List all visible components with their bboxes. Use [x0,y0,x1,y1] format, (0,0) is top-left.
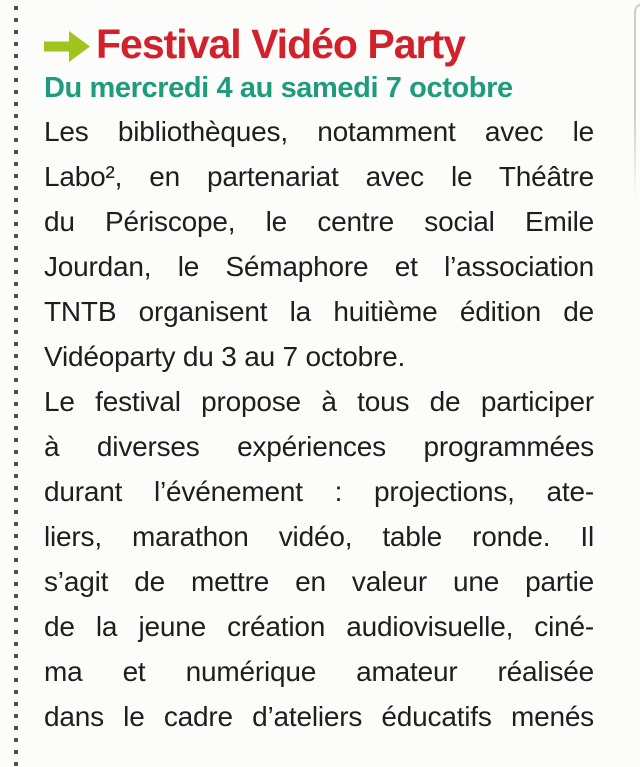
body-text-line: dans le cadre d’ateliers éducatifs menés [44,701,594,732]
body-text-line: Labo², en partenariat avec le Théâtre [44,161,594,192]
body-text-line: du Périscope, le centre social Emile [44,206,594,237]
article-header [44,22,465,66]
body-text-line: durant l’événement : projections, ate- [44,476,594,507]
body-text-line: Le festival propose à tous de participer [44,386,594,417]
body-text-line: Vidéoparty du 3 au 7 octobre. [44,341,406,372]
body-text-line: liers, marathon vidéo, table ronde. Il [44,521,594,552]
body-text-line: Jourdan, le Sémaphore et l’association [44,251,594,282]
article-body [44,109,594,739]
dotted-left-border [14,6,18,767]
body-text-line: ma et numérique amateur réalisée [44,656,594,687]
body-text-line: de la jeune création audiovisuelle, ciné- [44,611,594,642]
page-subtitle: Du mercredi 4 au samedi 7 octobre [44,72,513,104]
right-arrow-icon [44,30,90,63]
page-title: Festival Vidéo Party [96,21,465,67]
body-text-line: TNTB organisent la huitième édition de [44,296,594,327]
body-text-line: Les bibliothèques, notamment avec le [44,116,594,147]
body-text-line: à diverses expériences programmées [44,431,594,462]
body-text-line: s’agit de mettre en valeur une partie [44,566,594,597]
adjacent-box-corner-line [634,3,640,200]
